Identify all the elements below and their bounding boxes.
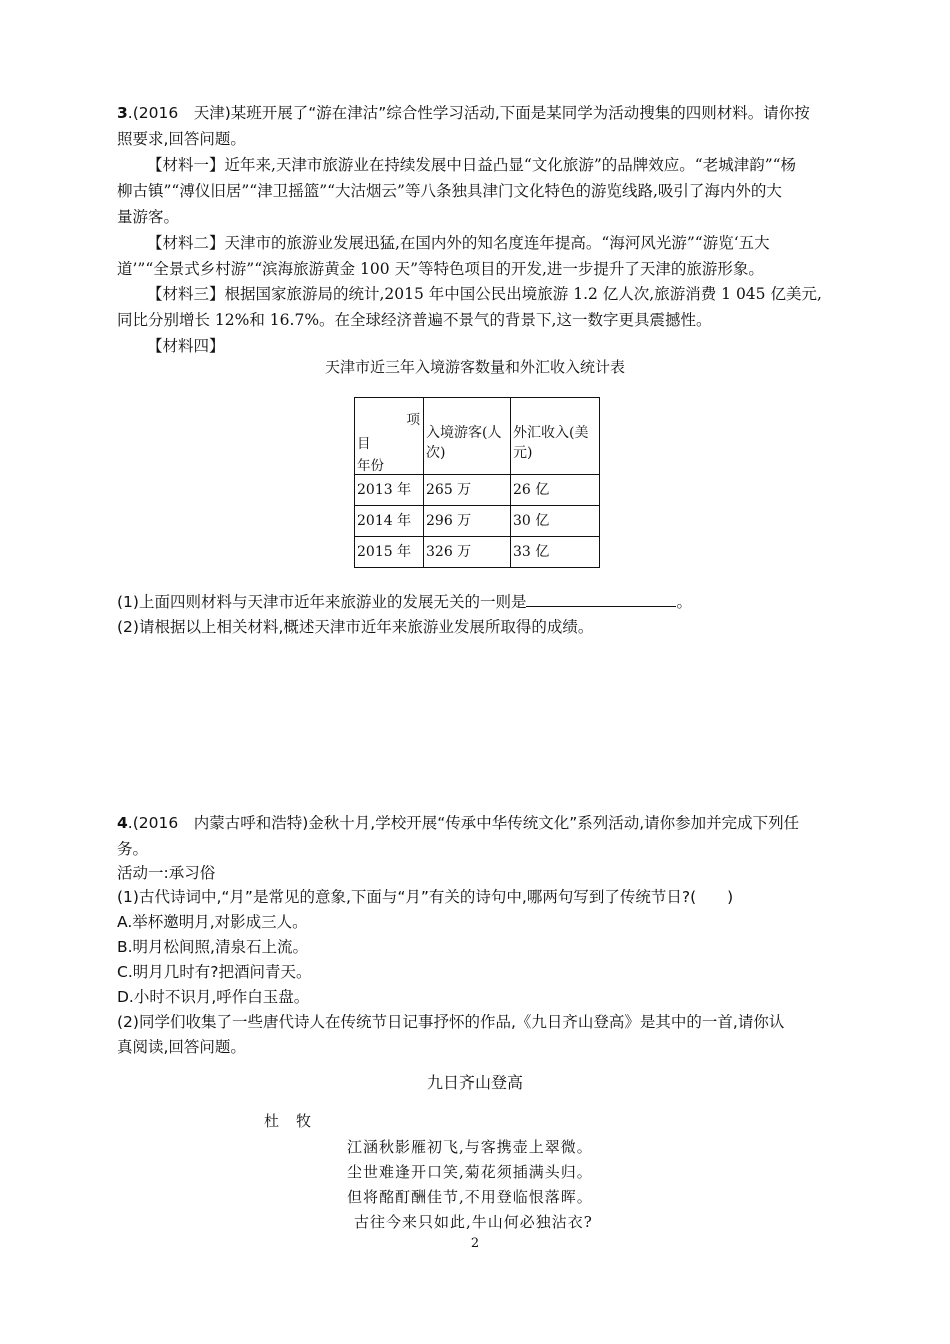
page-number: 2 — [470, 1236, 480, 1251]
table-header-diagonal — [355, 398, 424, 475]
table-cell-revenue: 30 亿 — [511, 506, 600, 537]
q3-stem-line2: 照要求,回答问题。 — [117, 130, 246, 148]
table-cell-year: 2013 年 — [355, 475, 424, 506]
table-cell-revenue: 33 亿 — [511, 537, 600, 568]
q3-sub1: (1)上面四则材料与天津市近年来旅游业的发展无关的一则是 。 — [117, 590, 692, 613]
table-cell-revenue: 26 亿 — [511, 475, 600, 506]
q4-stem-line1: 4.(2016 内蒙古呼和浩特)金秋十月,学校开展“传承中华传统文化”系列活动,请你参加并完成下列任 — [117, 814, 800, 832]
statistics-table — [354, 397, 600, 568]
option-c: C.明月几时有?把酒问青天。 — [117, 963, 312, 981]
activity-one-title: 活动一:承习俗 — [117, 864, 216, 882]
header-year-label: 年份 — [357, 458, 384, 474]
material1-line1: 【材料一】近年来,天津市旅游业在持续发展中日益凸显“文化旅游”的品牌效应。“老城津韵”“杨 — [147, 156, 797, 174]
table-cell-year: 2015 年 — [355, 537, 424, 568]
table-title: 天津市近三年入境游客数量和外汇收入统计表 — [324, 358, 625, 376]
material3-line1: 【材料三】根据国家旅游局的统计,2015 年中国公民出境旅游 1.2 亿人次,旅游消费 1 045 亿美元, — [147, 285, 822, 303]
table-row — [355, 537, 600, 568]
material1-line2: 柳古镇”“溥仪旧居”“津卫摇篮”“大沽烟云”等八条独具津门文化特色的游览线路,吸引了海内外的大 — [117, 182, 782, 200]
table-cell-year: 2014 年 — [355, 506, 424, 537]
poem-line: 江涵秋影雁初飞,与客携壶上翠微。 — [347, 1138, 593, 1156]
poem-title: 九日齐山登高 — [426, 1073, 523, 1092]
option-d: D.小时不识月,呼作白玉盘。 — [117, 988, 310, 1006]
poem-line: 但将酩酊酬佳节,不用登临恨落晖。 — [347, 1188, 593, 1206]
table-row — [355, 506, 600, 537]
q4-sub1: (1)古代诗词中,“月”是常见的意象,下面与“月”有关的诗句中,哪两句写到了传统节日?( ) — [117, 888, 734, 906]
q3-sub2: (2)请根据以上相关材料,概述天津市近年来旅游业发展所取得的成绩。 — [117, 618, 594, 636]
q3-number: 3 — [117, 104, 128, 122]
table-cell-visitors: 326 万 — [424, 537, 511, 568]
q4-sub2-line1: (2)同学们收集了一些唐代诗人在传统节日记事抒怀的作品,《九日齐山登高》是其中的一首,请你认 — [117, 1013, 785, 1031]
header-item-label: 项 — [406, 412, 420, 428]
q4-stem-line2: 务。 — [117, 840, 149, 858]
table-row — [355, 475, 600, 506]
material3-line2: 同比分别增长 12%和 16.7%。在全球经济普遍不景气的背景下,这一数字更具震撼性。 — [117, 311, 712, 329]
header-visitors: 入境游客(人 次) — [424, 398, 511, 475]
material2-line2: 道’”“全景式乡村游”“滨海旅游黄金 100 天”等特色项目的开发,进一步提升了天津的旅游形象。 — [117, 260, 764, 278]
poem-author: 杜 牧 — [264, 1112, 313, 1130]
answer-blank[interactable] — [526, 590, 676, 607]
q4-number: 4 — [117, 814, 128, 832]
material1-line3: 量游客。 — [117, 208, 180, 226]
poem-line: 古往今来只如此,牛山何必独沾衣? — [354, 1213, 593, 1231]
q4-sub2-line2: 真阅读,回答问题。 — [117, 1038, 246, 1056]
table-header-row — [355, 398, 600, 475]
header-mu-label: 目 — [357, 436, 371, 452]
table-cell-visitors: 296 万 — [424, 506, 511, 537]
poem-line: 尘世难逢开口笑,菊花须插满头归。 — [347, 1163, 593, 1181]
q3-stem-line1: 3.(2016 天津)某班开展了“游在津沽”综合性学习活动,下面是某同学为活动搜集的四则材料。请你按 — [117, 104, 810, 122]
table-cell-visitors: 265 万 — [424, 475, 511, 506]
option-b: B.明月松间照,清泉石上流。 — [117, 938, 308, 956]
material4-label: 【材料四】 — [147, 337, 225, 355]
option-a: A.举杯邀明月,对影成三人。 — [117, 913, 308, 931]
material2-line1: 【材料二】天津市的旅游业发展迅猛,在国内外的知名度连年提高。“海河风光游”“游览‘五大 — [147, 234, 770, 252]
header-revenue: 外汇收入(美 元) — [511, 398, 600, 475]
